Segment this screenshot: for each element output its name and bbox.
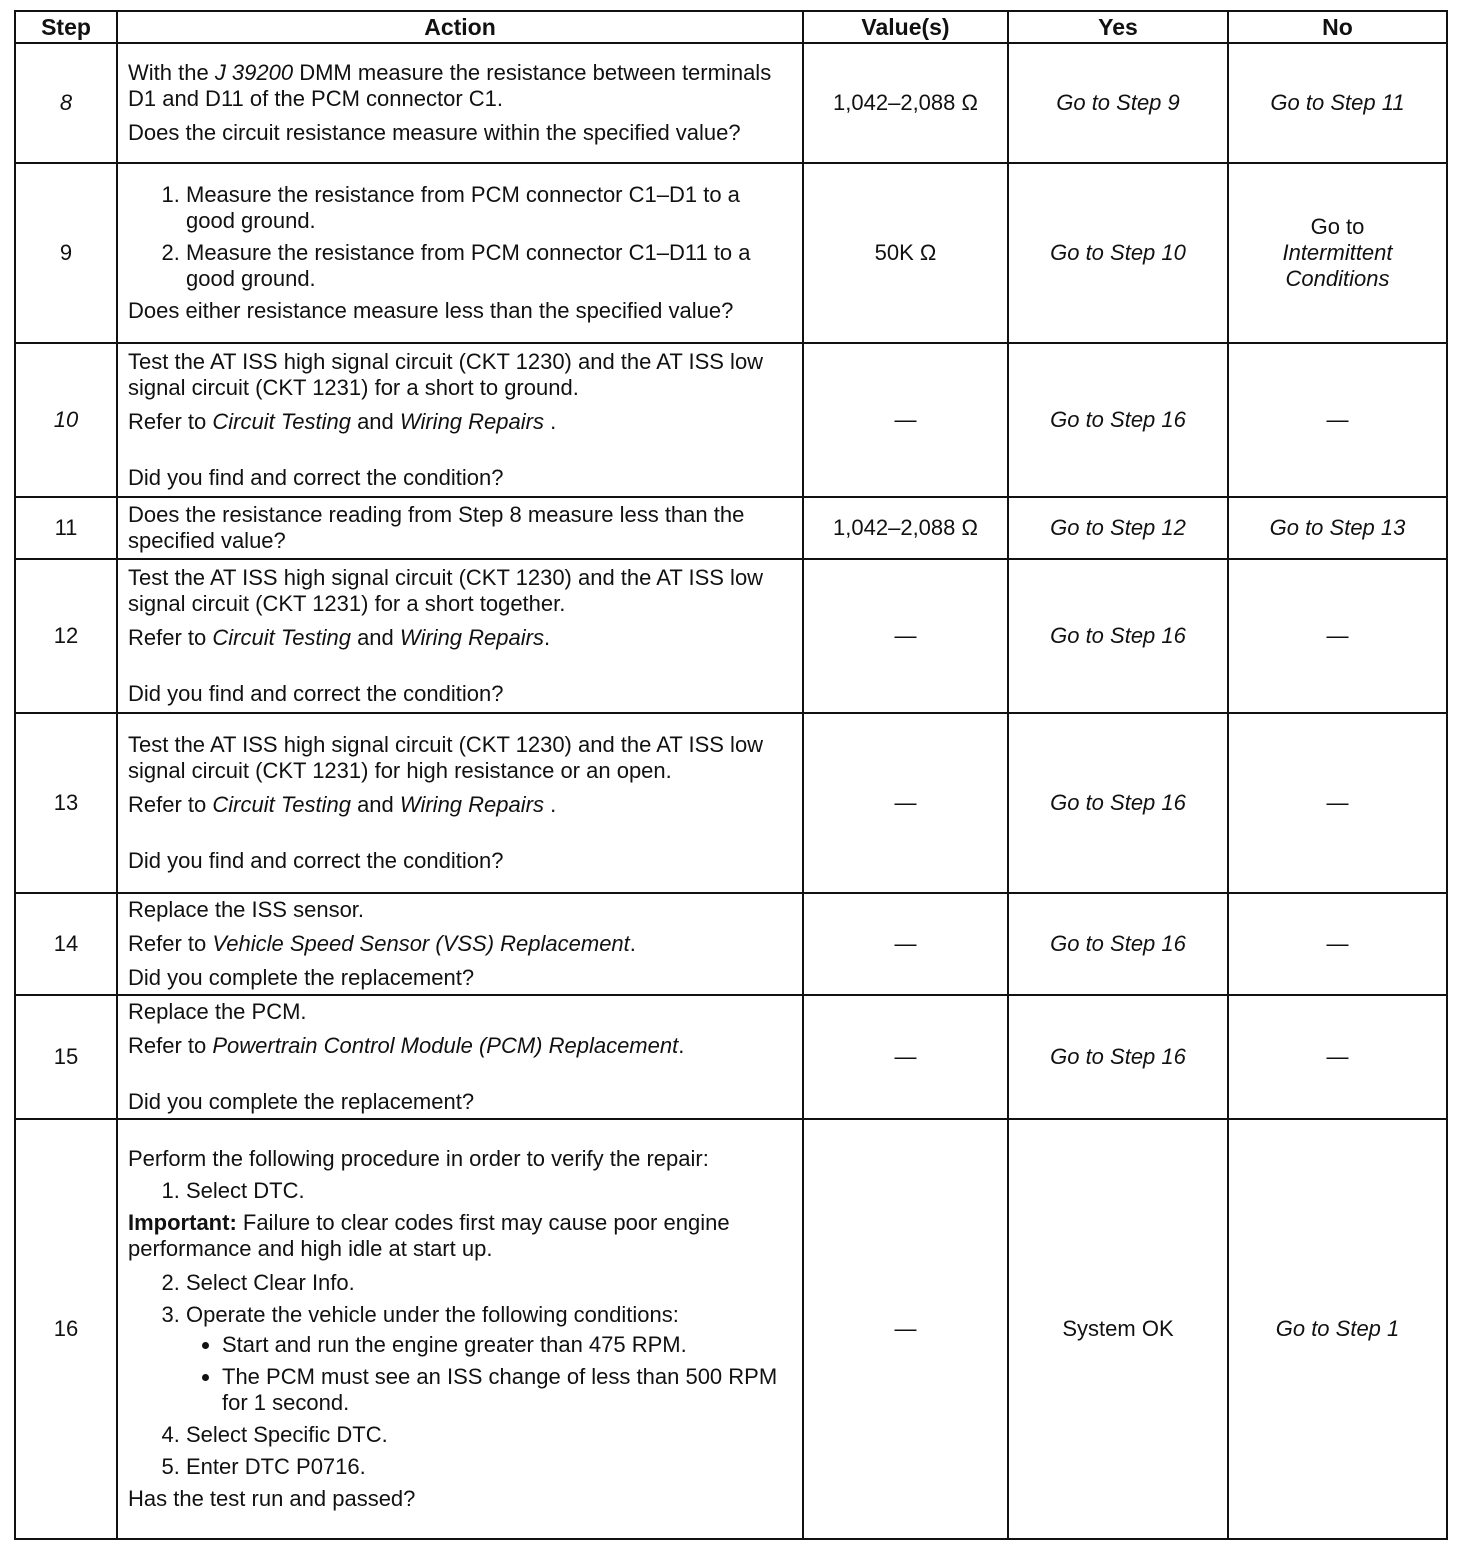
action-intro: Perform the following procedure in order to verify the repair: (128, 1146, 709, 1171)
header-values: Value(s) (803, 11, 1008, 43)
circuit-testing-link[interactable]: Circuit Testing (212, 792, 351, 817)
refer-line (128, 931, 792, 957)
action-list (128, 182, 792, 292)
important-label: Important: (128, 1210, 237, 1235)
circuit-testing-link[interactable]: Circuit Testing (212, 409, 351, 434)
important-text: Failure to clear codes first may cause poor engine performance and high idle at start up. (128, 1210, 730, 1261)
refer-and: and (350, 792, 400, 817)
yes-link[interactable]: Go to Step 16 (1008, 995, 1228, 1119)
step-number: 14 (15, 893, 117, 995)
action-cell (117, 1119, 803, 1539)
table-row (15, 43, 1447, 163)
action-question: Did you find and correct the condition? (128, 465, 504, 490)
yes-result: System OK (1008, 1119, 1228, 1539)
action-text: Does the resistance reading from Step 8 measure less than the specified value? (117, 497, 803, 559)
pcm-replacement-link[interactable]: Powertrain Control Module (PCM) Replacement (212, 1033, 679, 1058)
action-question: Does either resistance measure less than the specified value? (128, 298, 734, 323)
step-number: 15 (15, 995, 117, 1119)
yes-link[interactable]: Go to Step 12 (1008, 497, 1228, 559)
action-cell (117, 893, 803, 995)
action-cell (117, 559, 803, 713)
wiring-repairs-link[interactable]: Wiring Repairs (399, 792, 544, 817)
table-row (15, 893, 1447, 995)
header-yes: Yes (1008, 11, 1228, 43)
step-number: 16 (15, 1119, 117, 1539)
yes-link[interactable]: Go to Step 16 (1008, 893, 1228, 995)
refer-and: and (350, 625, 400, 650)
yes-link[interactable]: Go to Step 9 (1008, 43, 1228, 163)
action-text: Test the AT ISS high signal circuit (CKT 1230) and the AT ISS low signal circuit (CKT 1231) for a short to ground. (128, 349, 764, 400)
action-question: Did you complete the replacement? (128, 965, 475, 990)
refer-end: . (629, 931, 636, 956)
yes-link[interactable]: Go to Step 16 (1008, 713, 1228, 893)
yes-link[interactable]: Go to Step 16 (1008, 343, 1228, 497)
value-cell: — (803, 559, 1008, 713)
table-row (15, 713, 1447, 893)
step-number: 11 (15, 497, 117, 559)
step-number: 9 (15, 163, 117, 343)
value-cell: 1,042–2,088 Ω (803, 43, 1008, 163)
refer-line (128, 792, 792, 818)
wiring-repairs-link[interactable]: Wiring Repairs (399, 625, 544, 650)
list-item: 1. Measure the resistance from PCM connector C1–D1 to a good ground. (186, 182, 792, 234)
action-cell (117, 343, 803, 497)
refer-line (128, 409, 792, 435)
list-item: 2. Measure the resistance from PCM connector C1–D11 to a good ground. (186, 240, 792, 292)
step-number: 12 (15, 559, 117, 713)
header-action: Action (117, 11, 803, 43)
no-cell: — (1228, 343, 1447, 497)
refer-end: . (543, 409, 557, 434)
no-cell: — (1228, 995, 1447, 1119)
action-question: Has the test run and passed? (128, 1486, 416, 1511)
value-cell: — (803, 1119, 1008, 1539)
action-text: Test the AT ISS high signal circuit (CKT 1230) and the AT ISS low signal circuit (CKT 1231) for high resistance or an open. (128, 732, 764, 783)
header-row (15, 11, 1447, 43)
action-cell (117, 43, 803, 163)
procedure-list (128, 1178, 792, 1204)
action-cell (117, 713, 803, 893)
no-link[interactable]: Intermittent Conditions (1282, 240, 1393, 291)
action-text (128, 60, 792, 112)
vss-replacement-link[interactable]: Vehicle Speed Sensor (VSS) Replacement (212, 931, 630, 956)
no-cell: — (1228, 713, 1447, 893)
table-row (15, 995, 1447, 1119)
refer-end: . (543, 625, 551, 650)
condition-list (186, 1332, 792, 1416)
header-no: No (1228, 11, 1447, 43)
refer-end: . (543, 792, 557, 817)
refer-and: and (350, 409, 400, 434)
action-text: Test the AT ISS high signal circuit (CKT 1230) and the AT ISS low signal circuit (CKT 1231) for a short together. (128, 565, 764, 616)
refer-prefix: Refer to (128, 625, 213, 650)
no-link[interactable]: Go to Step 13 (1228, 497, 1447, 559)
table-row (15, 1119, 1447, 1539)
circuit-testing-link[interactable]: Circuit Testing (212, 625, 351, 650)
step-number: 10 (15, 343, 117, 497)
list-item: 4. Select Specific DTC. (186, 1422, 792, 1448)
diagnostic-table (14, 10, 1448, 1540)
list-item (186, 1302, 792, 1416)
list-item-text: Operate the vehicle under the following conditions: (186, 1302, 679, 1327)
action-question: Did you complete the replacement? (128, 1089, 475, 1114)
important-note (128, 1210, 792, 1262)
table-row (15, 163, 1447, 343)
no-cell: — (1228, 893, 1447, 995)
action-question: Did you find and correct the condition? (128, 848, 504, 873)
no-link[interactable]: Go to Step 11 (1228, 43, 1447, 163)
value-cell: — (803, 995, 1008, 1119)
refer-prefix: Refer to (128, 1033, 213, 1058)
refer-end: . (678, 1033, 685, 1058)
refer-line (128, 1033, 792, 1059)
tool-reference: J 39200 (214, 60, 294, 85)
action-text-part: DMM measure the resistance between terminals D1 and D11 of the PCM connector C1. (128, 60, 772, 111)
value-cell: 1,042–2,088 Ω (803, 497, 1008, 559)
no-cell (1228, 163, 1447, 343)
value-cell: 50K Ω (803, 163, 1008, 343)
step-number: 13 (15, 713, 117, 893)
value-cell: — (803, 713, 1008, 893)
action-text-part: With the (128, 60, 215, 85)
table-row (15, 497, 1447, 559)
list-item: 1. Select DTC. (186, 1178, 792, 1204)
action-cell (117, 995, 803, 1119)
yes-link[interactable]: Go to Step 16 (1008, 559, 1228, 713)
wiring-repairs-link[interactable]: Wiring Repairs (399, 409, 544, 434)
bullet-item: • The PCM must see an ISS change of less than 500 RPM for 1 second. (222, 1364, 792, 1416)
yes-link[interactable]: Go to Step 10 (1008, 163, 1228, 343)
procedure-list (128, 1270, 792, 1480)
header-step: Step (15, 11, 117, 43)
no-link[interactable]: Go to Step 1 (1228, 1119, 1447, 1539)
no-cell: — (1228, 559, 1447, 713)
refer-prefix: Refer to (128, 792, 213, 817)
step-number: 8 (15, 43, 117, 163)
action-text: Replace the ISS sensor. (128, 897, 365, 922)
list-item: 2. Select Clear Info. (186, 1270, 792, 1296)
list-item: 5. Enter DTC P0716. (186, 1454, 792, 1480)
table-row (15, 343, 1447, 497)
refer-prefix: Refer to (128, 931, 213, 956)
action-cell (117, 163, 803, 343)
refer-prefix: Refer to (128, 409, 213, 434)
no-link-prefix: Go to (1310, 214, 1365, 239)
value-cell: — (803, 343, 1008, 497)
action-question: Does the circuit resistance measure within the specified value? (128, 120, 741, 145)
action-text: Replace the PCM. (128, 999, 307, 1024)
value-cell: — (803, 893, 1008, 995)
bullet-item: • Start and run the engine greater than 475 RPM. (222, 1332, 792, 1358)
action-question: Did you find and correct the condition? (128, 681, 504, 706)
refer-line (128, 625, 792, 651)
table-row (15, 559, 1447, 713)
